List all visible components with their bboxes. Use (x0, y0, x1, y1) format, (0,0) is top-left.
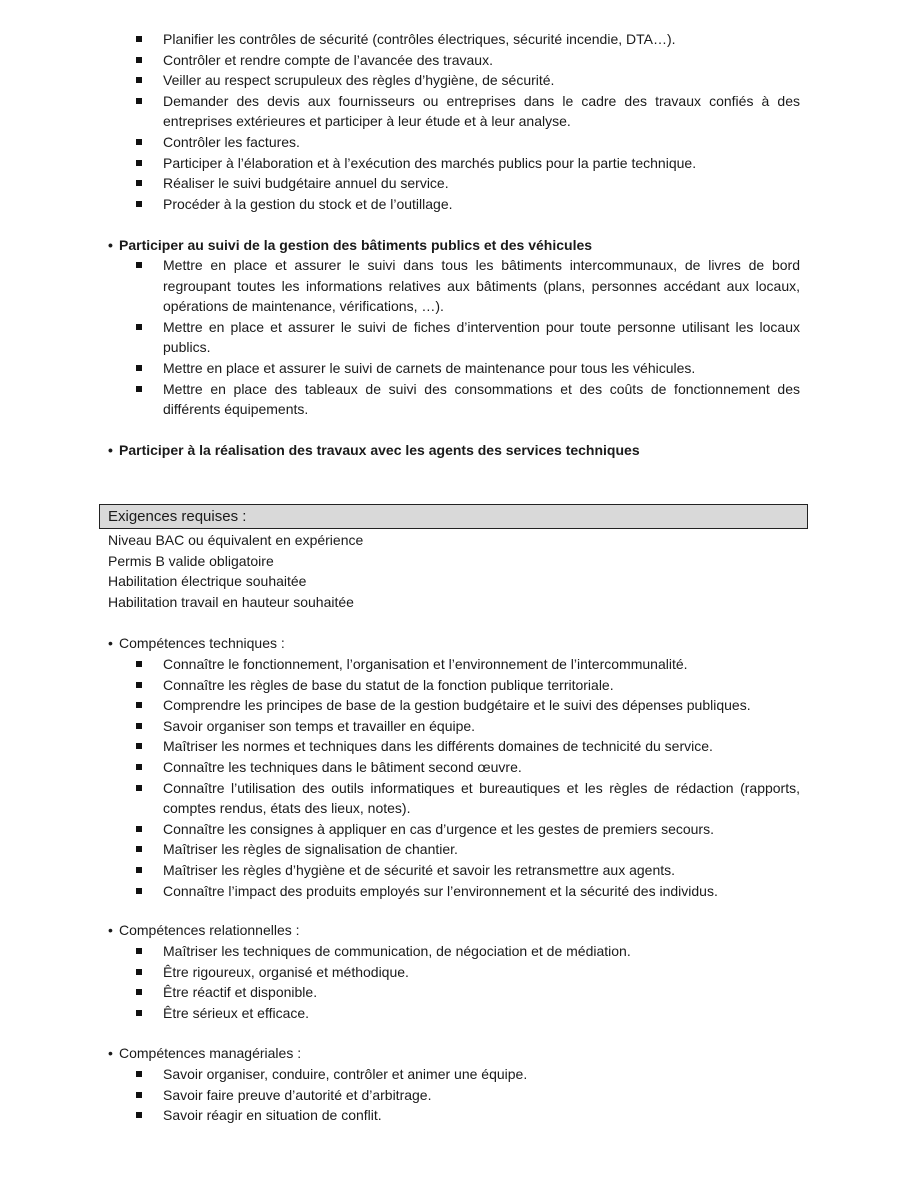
section-heading-buildings: • Participer au suivi de la gestion des bâtiments publics et des véhicules (108, 237, 593, 253)
managerial-list (0, 1064, 907, 1126)
technical-list (0, 654, 907, 901)
requirement-line: Habilitation travail en hauteur souhaitée (108, 593, 354, 610)
list-item: Mettre en place des tableaux de suivi des consommations et des coûts de fonctionnement des différents équipements. (0, 379, 800, 420)
section-heading-relational: • Compétences relationnelles : (108, 922, 300, 938)
list-item: Être rigoureux, organisé et méthodique. (0, 962, 800, 983)
list-item: Savoir organiser son temps et travailler en équipe. (0, 716, 800, 737)
requirements-lines (108, 530, 363, 612)
requirements-title: Exigences requises : (108, 508, 247, 525)
list-item: Maîtriser les normes et techniques dans les différents domaines de technicité du service. (0, 736, 800, 757)
list-item: Participer à l’élaboration et à l’exécution des marchés publics pour la partie technique. (0, 153, 800, 174)
relational-list (0, 941, 907, 1023)
list-item: Connaître l’utilisation des outils informatiques et bureautiques et les règles de rédaction (rapports, comptes rendus, états des lieux, notes). (0, 778, 800, 819)
list-item: Contrôler les factures. (0, 132, 800, 153)
list-item: Maîtriser les règles de signalisation de chantier. (0, 839, 800, 860)
section-heading-works: • Participer à la réalisation des travaux avec les agents des services techniques (108, 442, 640, 458)
requirements-header-box (99, 504, 808, 529)
list-item: Maîtriser les règles d’hygiène et de sécurité et savoir les retransmettre aux agents. (0, 860, 800, 881)
list-item: Savoir organiser, conduire, contrôler et animer une équipe. (0, 1064, 800, 1085)
list-item: Savoir faire preuve d’autorité et d’arbitrage. (0, 1085, 800, 1106)
requirement-line: Permis B valide obligatoire (108, 552, 274, 569)
list-item: Mettre en place et assurer le suivi de carnets de maintenance pour tous les véhicules. (0, 358, 800, 379)
list-item: Demander des devis aux fournisseurs ou entreprises dans le cadre des travaux confiés à des entreprises extérieures et participer à leur étude et à leur analyse. (0, 91, 800, 132)
list-item: Comprendre les principes de base de la gestion budgétaire et le suivi des dépenses publiques. (0, 695, 800, 716)
list-item: Savoir réagir en situation de conflit. (0, 1105, 800, 1126)
list-item: Procéder à la gestion du stock et de l’outillage. (0, 194, 800, 215)
section-heading-managerial: • Compétences managériales : (108, 1045, 302, 1061)
list-item: Être réactif et disponible. (0, 982, 800, 1003)
requirement-line: Habilitation électrique souhaitée (108, 573, 307, 590)
list-item: Être sérieux et efficace. (0, 1003, 800, 1024)
missions-list (0, 29, 907, 214)
list-item: Connaître les consignes à appliquer en cas d’urgence et les gestes de premiers secours. (0, 819, 800, 840)
buildings-list (0, 255, 907, 420)
list-item: Veiller au respect scrupuleux des règles d’hygiène, de sécurité. (0, 70, 800, 91)
list-item: Réaliser le suivi budgétaire annuel du service. (0, 173, 800, 194)
requirement-line: Niveau BAC ou équivalent en expérience (108, 532, 364, 548)
list-item: Contrôler et rendre compte de l’avancée des travaux. (0, 50, 800, 71)
list-item: Planifier les contrôles de sécurité (contrôles électriques, sécurité incendie, DTA…). (0, 29, 800, 50)
list-item: Mettre en place et assurer le suivi de fiches d’intervention pour toute personne utilisant les locaux publics. (0, 317, 800, 358)
list-item: Mettre en place et assurer le suivi dans tous les bâtiments intercommunaux, de livres de bord regroupant toutes les informations relatives aux bâtiments (plans, personnes accédant aux locaux, opérations de maintenance, vérifications, …). (0, 255, 800, 317)
section-heading-technical: • Compétences techniques : (108, 635, 285, 651)
list-item: Connaître l’impact des produits employés sur l’environnement et la sécurité des individus. (0, 881, 800, 902)
list-item: Connaître les règles de base du statut de la fonction publique territoriale. (0, 675, 800, 696)
list-item: Maîtriser les techniques de communication, de négociation et de médiation. (0, 941, 800, 962)
list-item: Connaître les techniques dans le bâtiment second œuvre. (0, 757, 800, 778)
list-item: Connaître le fonctionnement, l’organisation et l’environnement de l’intercommunalité. (0, 654, 800, 675)
